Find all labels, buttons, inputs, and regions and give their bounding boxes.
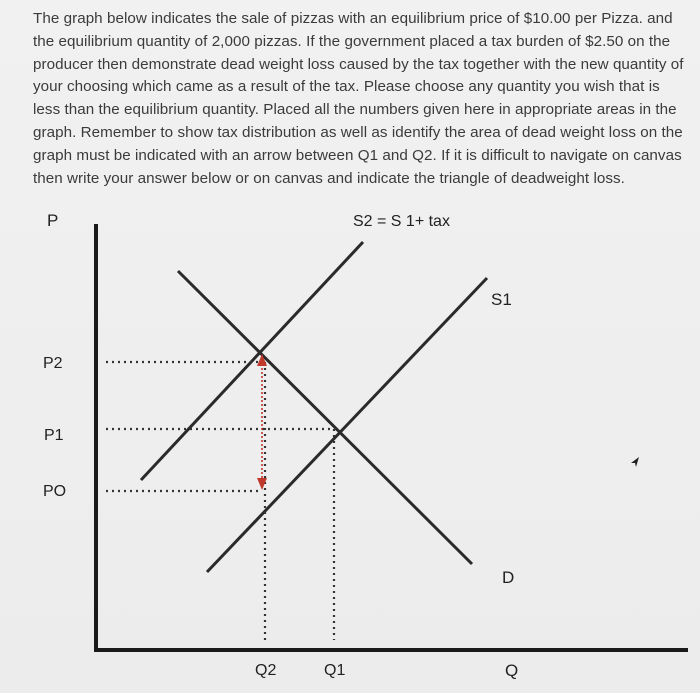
question-text: The graph below indicates the sale of pizzas with an equilibrium price of $10.00 per Pizza. and the equilibrium quantity of 2,000 pizzas. If the government placed a tax burden of $2.50 on the producer then demonstrate dead weight loss caused by the tax together with the new quantity of your choosing which came as a result of the tax. Please choose any quantity you wish that is less than the equilibrium quantity. Placed all the numbers given here in appropriate areas in the graph. Remember to show tax distribution as well as identify the area of dead weight loss on the graph must be indicated with an arrow between Q1 and Q2. If it is difficult to navigate on canvas then write your answer below or on canvas and indicate the triangle of deadweight loss. (33, 10, 684, 187)
p0-label: PO (43, 483, 67, 500)
demand-curve (178, 271, 472, 564)
mouse-cursor-icon (628, 455, 642, 469)
demand-curve-label: D (502, 568, 515, 587)
q2-label: Q2 (255, 662, 277, 679)
y-axis-label: P (47, 211, 59, 230)
p2-label: P2 (43, 355, 63, 372)
s2-curve-label: S2 = S 1+ tax (353, 213, 450, 230)
q1-label: Q1 (324, 662, 346, 679)
p1-label: P1 (44, 427, 64, 444)
s1-curve-label: S1 (491, 290, 512, 309)
x-axis-label: Q (505, 661, 519, 680)
s1-curve (207, 278, 487, 572)
